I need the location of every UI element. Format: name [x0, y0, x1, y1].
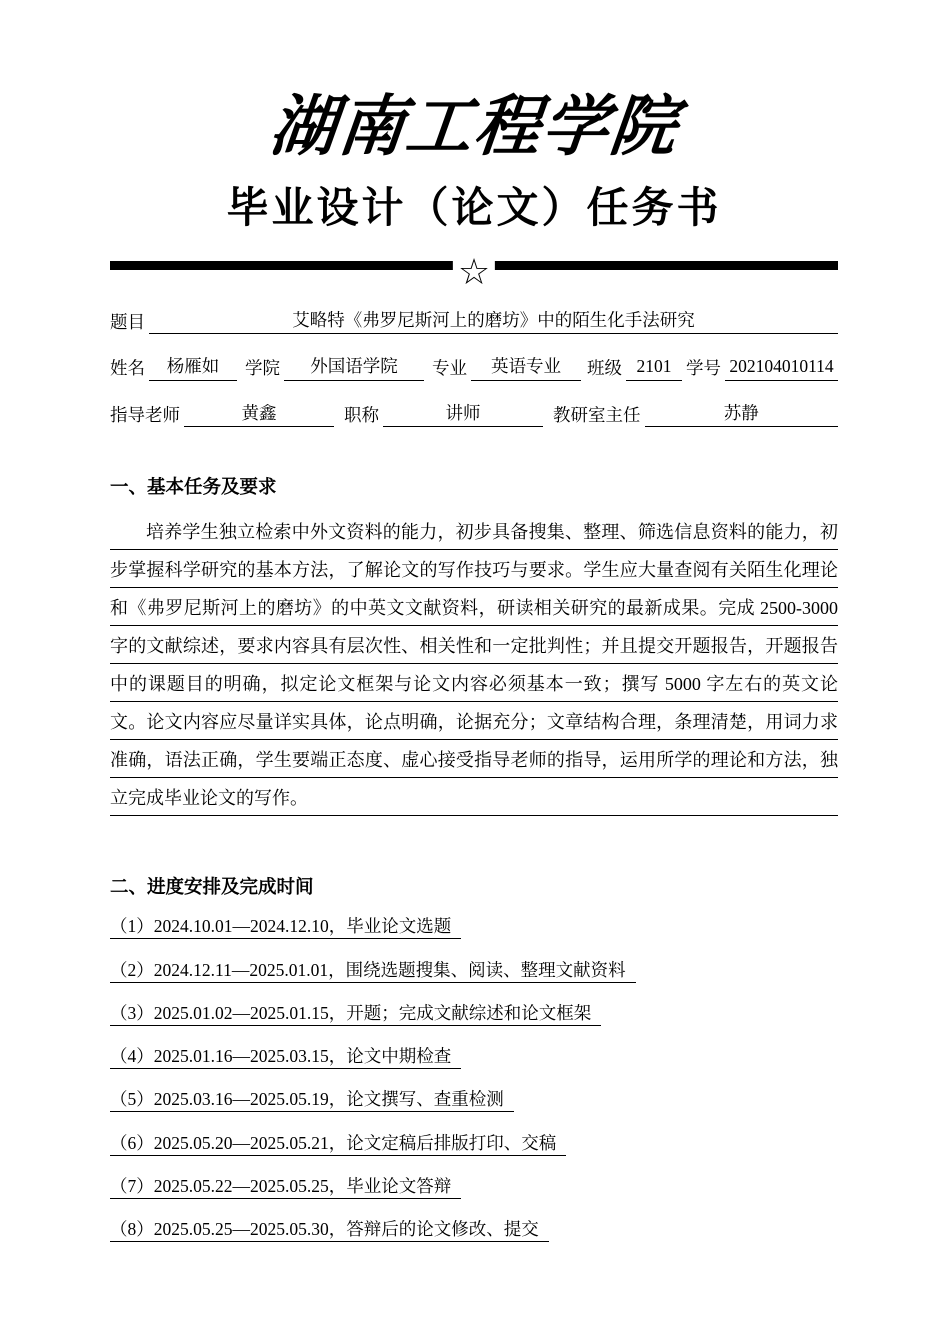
document-title: 毕业设计（论文）任务书 [226, 183, 722, 231]
university-logo-calligraphy: 湖南工程学院 [266, 91, 682, 164]
schedule-item [110, 1002, 838, 1025]
topic-label: 题目 [110, 311, 145, 332]
title-divider [110, 251, 838, 305]
office-head-label: 教研室主任 [553, 404, 641, 425]
advisor-label: 指导老师 [110, 404, 180, 425]
advisor-row [110, 402, 838, 428]
schedule-item-text: （8）2025.05.25—2025.05.30，答辩后的论文修改、提交 [110, 1219, 549, 1242]
schedule-item [110, 915, 838, 938]
schedule-item-text: （5）2025.03.16—2025.05.19，论文撰写、查重检测 [110, 1089, 514, 1112]
class-value: 2101 [626, 355, 682, 381]
schedule-item-text: （6）2025.05.20—2025.05.21，论文定稿后排版打印、交稿 [110, 1133, 566, 1156]
schedule-item-text: （2）2024.12.11—2025.01.01，围绕选题搜集、阅读、整理文献资料 [110, 960, 636, 983]
section-1-heading: 一、基本任务及要求 [110, 476, 277, 498]
topic-value: 艾略特《弗罗尼斯河上的磨坊》中的陌生化手法研究 [149, 309, 838, 335]
class-label: 班级 [587, 358, 622, 379]
schedule-item-text: （1）2024.10.01—2024.12.10，毕业论文选题 [110, 916, 461, 939]
name-label: 姓名 [110, 358, 145, 379]
major-label: 专业 [432, 358, 467, 379]
schedule-item [110, 1218, 838, 1241]
schedule-item-text: （3）2025.01.02—2025.01.15，开题；完成文献综述和论文框架 [110, 1003, 601, 1026]
schedule-item-text: （4）2025.01.16—2025.03.15，论文中期检查 [110, 1046, 461, 1069]
name-value: 杨雁如 [149, 355, 237, 381]
schedule-item [110, 1132, 838, 1155]
college-label: 学院 [245, 358, 280, 379]
major-value: 英语专业 [471, 355, 581, 381]
student-id-label: 学号 [686, 358, 721, 379]
schedule-item [110, 1045, 838, 1068]
schedule-item-text: （7）2025.05.22—2025.05.25，毕业论文答辩 [110, 1176, 461, 1199]
rank-value: 讲师 [383, 402, 543, 428]
office-head-value: 苏静 [645, 402, 839, 428]
star-icon: ☆ [453, 253, 495, 293]
info-form [110, 309, 838, 428]
schedule-item [110, 1088, 838, 1111]
schedule-item [110, 1175, 838, 1198]
student-row [110, 355, 838, 381]
section-1-body: 培养学生独立检索中外文资料的能力，初步具备搜集、整理、筛选信息资料的能力，初步掌握科学研究的基本方法，了解论文的写作技巧与要求。学生应大量查阅有关陌生化理论和《弗罗尼斯河上的磨坊》的中英文文献资料，研读相关研究的最新成果。完成 2500-3000 字的文献综述，要求内容具有层次性、相关性和一定批判性；并且提交开题报告，开题报告中的课题目的明确，拟定论文框架与论文内容必须基本一致；撰写 5000 字左右的英文论文。论文内容应尽量详实具体，论点明确，论据充分；文章结构合理，条理清楚，用词力求准确，语法正确，学生要端正态度、虚心接受指导老师的指导，运用所学的理论和方法，独立完成毕业论文的写作。 [110, 513, 838, 817]
college-value: 外国语学院 [284, 355, 424, 381]
rank-label: 职称 [344, 404, 379, 425]
topic-row [110, 309, 838, 335]
section-2-heading: 二、进度安排及完成时间 [110, 876, 314, 898]
advisor-value: 黄鑫 [184, 402, 334, 428]
student-id-value: 202104010114 [725, 355, 838, 381]
schedule-item [110, 959, 838, 982]
schedule-list [110, 915, 838, 1241]
